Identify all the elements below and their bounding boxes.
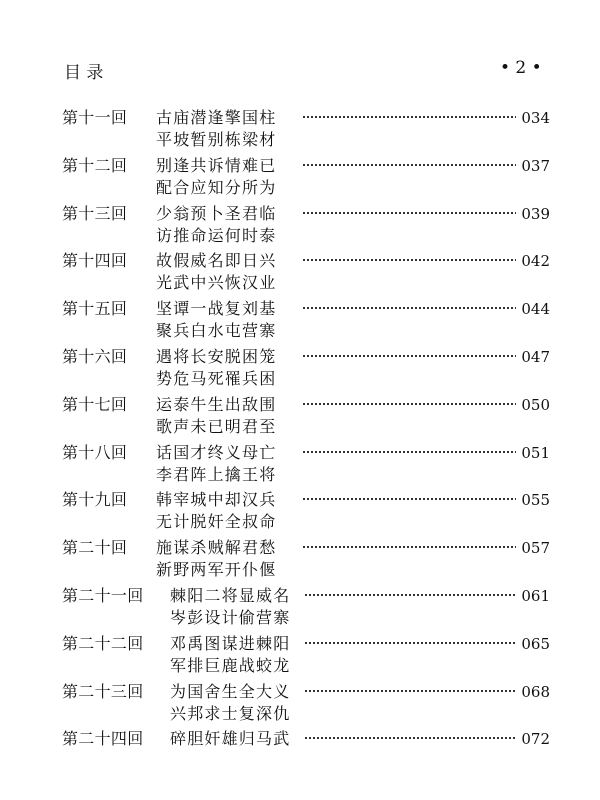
chapter-title-line-2: 势危马死罹兵困 [156,368,277,388]
chapter-title-line-2: 平坡暂别栋梁材 [156,130,277,149]
chapter-title-line-1: 邓禹图谋进棘阳 [170,633,291,653]
page-ref: 047 [521,347,550,366]
page-title: 目 录 [64,63,104,83]
page-ref: 057 [521,539,550,558]
chapter-label: 第二十二回 [62,633,144,653]
chapter-title-line-2: 李君阵上擒王将 [156,464,277,484]
toc-entry[interactable] [62,391,550,439]
dot-leader [304,590,516,600]
dot-leader [302,112,516,122]
chapter-title-line-2: 兴邦求士复深仇 [170,703,291,723]
toc-entry[interactable] [62,582,550,630]
chapter-label: 第十五回 [62,299,128,319]
chapter-title-line-1: 话国才终义母亡 [156,442,277,462]
dot-leader [304,733,516,743]
toc-entry[interactable] [62,486,550,534]
page-number: • 2 • [500,58,542,78]
chapter-title-line-1: 古庙潜逢擎国柱 [156,108,277,127]
page-ref: 072 [521,730,550,749]
page-ref: 044 [521,300,550,319]
chapter-label: 第十二回 [62,155,128,175]
dot-leader [302,255,516,265]
dot-leader [302,351,516,361]
chapter-title-line-1: 故假威名即日兴 [156,251,277,271]
toc-entry[interactable] [62,630,550,678]
chapter-title-line-1: 坚谭一战复刘基 [156,299,277,319]
chapter-label: 第十一回 [62,108,128,127]
chapter-label: 第二十回 [62,538,128,558]
dot-leader [302,208,516,218]
dot-leader [302,447,516,457]
chapter-label: 第十七回 [62,394,128,414]
chapter-title-line-1: 韩宰城中却汉兵 [156,490,277,510]
page-ref: 068 [521,682,550,701]
dot-leader [304,638,516,648]
dot-leader [302,303,516,313]
toc-entry[interactable] [62,200,550,248]
chapter-title-line-2: 歌声未已明君至 [156,416,277,436]
chapter-title-line-1: 碎胆奸雄归马武 [170,729,291,749]
dot-leader [304,686,516,696]
chapter-title-line-1: 施谋杀贼解君愁 [156,538,277,558]
toc-entry[interactable] [62,104,550,152]
dot-leader [302,494,516,504]
table-of-contents [62,104,550,773]
toc-entry[interactable] [62,152,550,200]
page-ref: 037 [521,156,550,175]
page-header [0,52,600,86]
toc-entry[interactable] [62,247,550,295]
page-ref: 055 [521,491,550,510]
chapter-title-line-2: 新野两军开仆偃 [156,560,277,580]
chapter-title-line-1: 为国舍生全大义 [170,681,291,701]
chapter-title-line-2: 岑彭设计偷营寨 [170,607,291,627]
dot-leader [302,160,516,170]
chapter-label: 第十三回 [62,203,128,223]
chapter-title-line-1: 遇将长安脱困笼 [156,346,277,366]
chapter-title-line-1: 运泰牛生出敌围 [156,394,277,414]
chapter-label: 第十六回 [62,346,128,366]
chapter-label: 第十九回 [62,490,128,510]
chapter-title-line-2: 军排巨鹿战蛟龙 [170,655,291,675]
chapter-title-line-2: 聚兵白水屯营寨 [156,321,277,341]
toc-entry[interactable] [62,725,550,773]
toc-entry[interactable] [62,439,550,487]
toc-entry[interactable] [62,534,550,582]
page-ref: 039 [521,204,550,223]
chapter-title-line-2: 无计脱奸全叔命 [156,512,277,532]
chapter-label: 第十四回 [62,251,128,271]
chapter-title-line-1: 别逢共诉情难已 [156,155,277,175]
chapter-label: 第二十三回 [62,681,144,701]
page-ref: 051 [521,443,550,462]
chapter-title-line-2: 配合应知分所为 [156,177,277,197]
page-ref: 065 [521,634,550,653]
page-ref: 034 [521,109,550,127]
page-ref: 042 [521,252,550,271]
chapter-title-line-1: 少翁预卜圣君临 [156,203,277,223]
toc-entry[interactable] [62,678,550,726]
chapter-title-line-2: 光武中兴恢汉业 [156,273,277,293]
page-ref: 061 [521,586,550,605]
chapter-title-line-2: 访推命运何时泰 [156,225,277,245]
page-ref: 050 [521,395,550,414]
dot-leader [302,542,516,552]
toc-entry[interactable] [62,343,550,391]
chapter-label: 第十八回 [62,442,128,462]
toc-entry[interactable] [62,295,550,343]
chapter-label: 第二十一回 [62,585,144,605]
chapter-title-line-1: 棘阳二将显威名 [170,585,291,605]
chapter-label: 第二十四回 [62,729,144,749]
dot-leader [302,399,516,409]
